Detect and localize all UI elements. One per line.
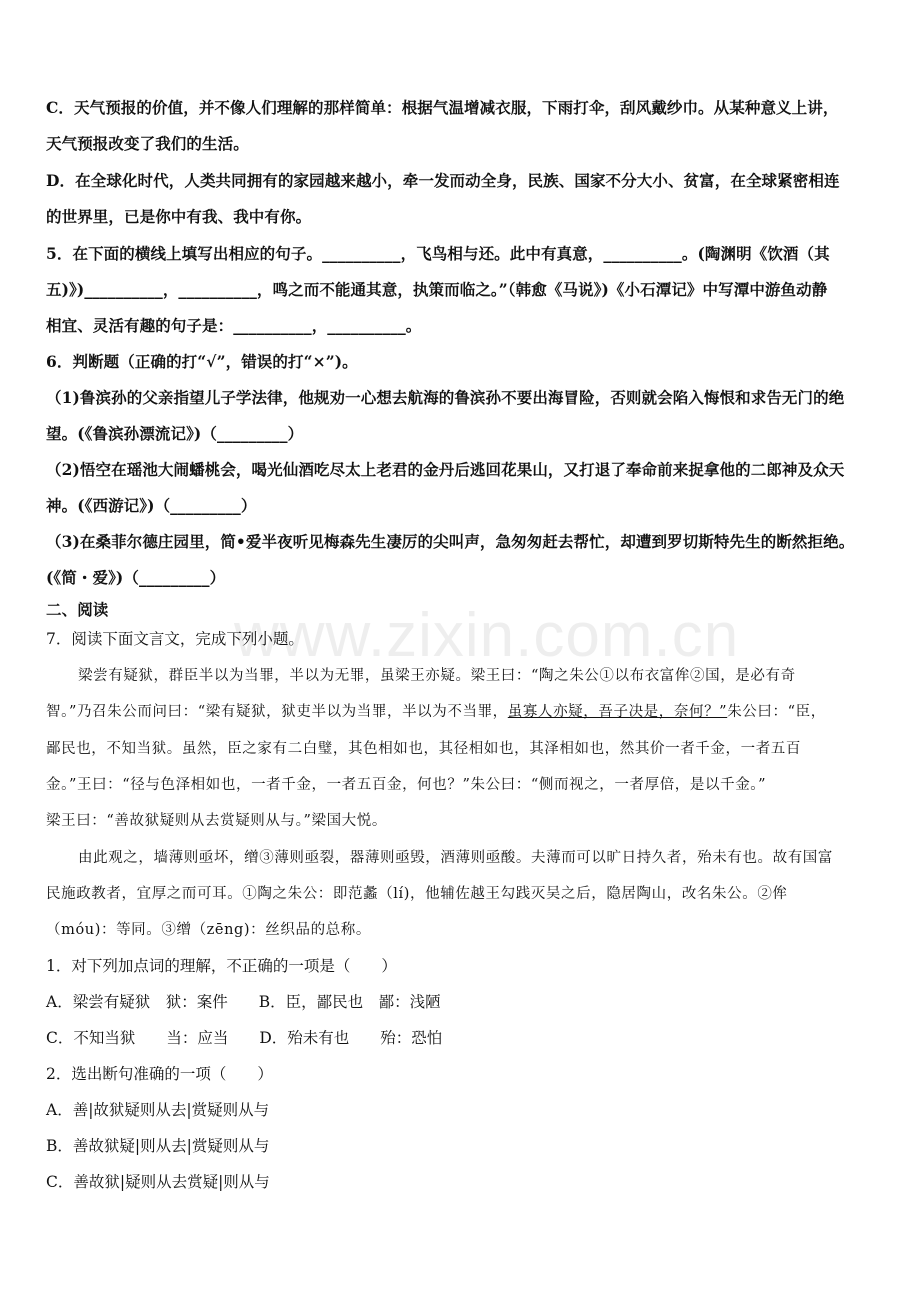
passage-p1-line1: 梁尝有疑狱，群臣半以为当罪，半以为无罪，虽梁王亦疑。梁王曰：“陶之朱公①以布衣富侔②国，是必有奇 [78, 668, 796, 684]
q6-title: 6．判断题（正确的打“√”，错误的打“×”)。 [46, 352, 358, 371]
passage-p2-line3: （móu)：等同。③缯（zēng)：丝织品的总称。 [46, 922, 371, 938]
underlined-sentence: 虽寡人亦疑，吾子决是，奈何？” [507, 704, 728, 720]
q4-option-d-line2: 的世界里，已是你中有我、我中有你。 [46, 207, 312, 226]
watermark: www.zixin.com.cn [234, 601, 740, 670]
q5-line3: 相宜、灵活有趣的句子是：__________，__________。 [46, 316, 422, 335]
q7-title: 7．阅读下面文言文，完成下列小题。 [46, 630, 304, 648]
subq2-title: 2．选出断句准确的一项（ ） [46, 1065, 273, 1083]
subq1-options-row1: A．梁尝有疑狱 狱：案件 B．臣，鄙民也 鄙：浅陋 [46, 993, 441, 1011]
passage-p1-line5: 梁王曰：“善故狱疑则从去赏疑则从与。”梁国大悦。 [46, 813, 387, 829]
q6-item3-line1: （3)在桑菲尔德庄园里，简•爱半夜听见梅森先生凄厉的尖叫声，急匆匆赶去帮忙，却遭到罗切斯特先生的断然拒绝。 [46, 532, 855, 551]
subq2-option-b: B．善故狱疑|则从去|赏疑则从与 [46, 1137, 270, 1155]
subq1-title: 1．对下列加点词的理解，不正确的一项是（ ） [46, 957, 397, 975]
q6-item1-line2: 望。(《鲁滨孙漂流记》)（_________） [46, 424, 304, 443]
subq2-option-a: A．善|故狱疑则从去|赏疑则从与 [46, 1101, 270, 1119]
passage-p1-line4: 金。”王曰：“径与色泽相如也，一者千金，一者五百金，何也？”朱公曰：“侧而视之，一者厚倍，是以千金。” [46, 777, 767, 793]
passage-p2-line2: 民施政教者，宜厚之而可耳。①陶之朱公：即范蠡（lí)，他辅佐越王勾践灭吴之后，隐居陶山，改名朱公。②侔 [46, 886, 788, 902]
q5-line1: 5．在下面的横线上填写出相应的句子。__________，飞鸟相与还。此中有真意，__________。(陶渊明《饮酒（其 [46, 244, 830, 263]
q4-option-d-line1: D．在全球化时代，人类共同拥有的家园越来越小，牵一发而动全身，民族、国家不分大小、贫富，在全球紧密相连 [46, 171, 840, 190]
subq2-option-c: C．善故狱|疑则从去赏疑|则从与 [46, 1173, 270, 1191]
q6-item2-line1: （2)悟空在瑶池大闹蟠桃会，喝光仙酒吃尽太上老君的金丹后逃回花果山，又打退了奉命前来捉拿他的二郎神及众天 [46, 460, 845, 479]
subq1-options-row2: C．不知当狱 当：应当 D．殆未有也 殆：恐怕 [46, 1029, 443, 1047]
q4-option-c-line2: 天气预报改变了我们的生活。 [46, 134, 249, 153]
passage-p1-line2 [46, 700, 826, 721]
q5-line2: 五)》)__________，__________，鸣之而不能通其意，执策而临之。”（韩愈《马说》)《小石潭记》中写潭中游鱼动静 [46, 280, 828, 299]
passage-text: 朱公曰：“臣， [727, 704, 826, 720]
section-heading-reading: 二、阅读 [46, 600, 109, 619]
q6-item1-line1: （1)鲁滨孙的父亲指望儿子学法律，他规劝一心想去航海的鲁滨孙不要出海冒险，否则就会陷入悔恨和求告无门的绝 [46, 388, 845, 407]
passage-p1-line3: 鄙民也，不知当狱。虽然，臣之家有二白璧，其色相如也，其径相如也，其泽相如也，然其价一者千金，一者五百 [46, 741, 801, 757]
q4-option-c-line1: C．天气预报的价值，并不像人们理解的那样简单：根据气温增减衣服，下雨打伞，刮风戴纱巾。从某种意义上讲， [46, 98, 839, 117]
q6-item2-line2: 神。(《西游记》)（_________） [46, 496, 257, 515]
passage-text: 智。”乃召朱公而问曰：“梁有疑狱，狱吏半以为当罪，半以为不当罪， [46, 704, 508, 720]
passage-p2-line1: 由此观之，墙薄则亟坏，缯③薄则亟裂，器薄则亟毁，酒薄则亟酸。夫薄而可以旷日持久者，殆未有也。故有国富 [78, 850, 833, 866]
q6-item3-line2: (《简・爱》)（_________） [46, 568, 226, 587]
